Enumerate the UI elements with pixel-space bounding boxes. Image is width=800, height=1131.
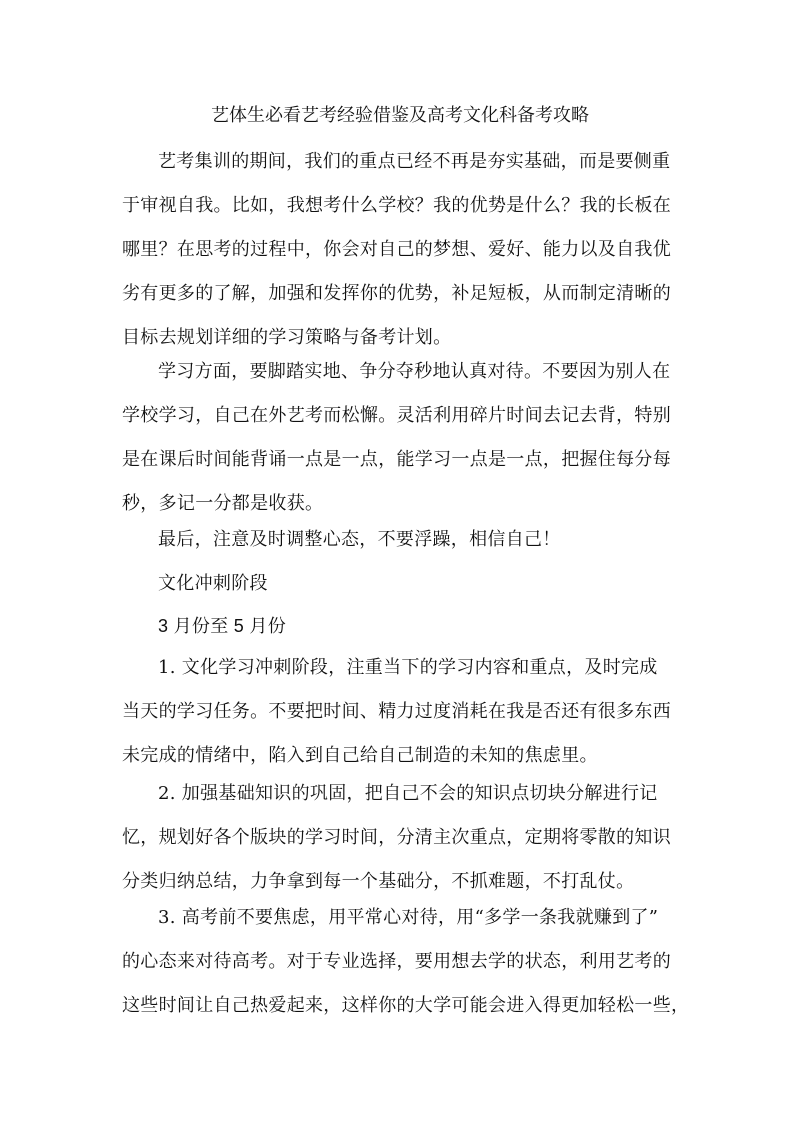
list-item [122, 772, 682, 904]
text-line: 最后，注意及时调整心态，不要浮躁，相信自己！ [158, 529, 561, 550]
text-line: 目标去规划详细的学习策略与备考计划。 [122, 327, 452, 348]
text-line: 2. 加强基础知识的巩固，把自己不会的知识点切块分解进行记 [158, 783, 658, 804]
text-line: 3 月份至 5 月份 [158, 616, 287, 636]
list-item [122, 646, 682, 778]
text-line: 3. 高考前不要焦虑，用平常心对待，用“多学一条我就赚到了” [158, 907, 659, 928]
text-line: 秒，多记一分都是收获。 [122, 493, 324, 514]
paragraph [122, 518, 682, 562]
date-range [122, 604, 682, 648]
text-line: 是在课后时间能背诵一点是一点，能学习一点是一点，把握住每分每 [122, 449, 671, 470]
paragraph [122, 140, 682, 360]
text-line: 的心态来对待高考。对于专业选择，要用想去学的状态，利用艺考的 [122, 951, 671, 972]
text-line: 哪里？在思考的过程中，你会对自己的梦想、爱好、能力以及自我优 [122, 239, 671, 260]
text-line: 艺考集训的期间，我们的重点已经不再是夯实基础，而是要侧重 [158, 151, 671, 172]
document-title: 艺体生必看艺考经验借鉴及高考文化科备考攻略 [211, 105, 589, 126]
list-item [122, 896, 690, 1028]
text-line: 劣有更多的了解，加强和发挥你的优势，补足短板，从而制定清晰的 [122, 283, 671, 304]
text-line: 忆，规划好各个版块的学习时间，分清主次重点，定期将零散的知识 [122, 827, 671, 848]
text-line: 文化冲刺阶段 [158, 573, 268, 594]
text-line: 当天的学习任务。不要把时间、精力过度消耗在我是否还有很多东西 [122, 701, 671, 722]
text-line: 学校学习，自己在外艺考而松懈。灵活利用碎片时间去记去背，特别 [122, 405, 671, 426]
text-line: 未完成的情绪中，陷入到自己给自己制造的未知的焦虑里。 [122, 745, 598, 766]
text-line: 分类归纳总结，力争拿到每一个基础分，不抓难题，不打乱仗。 [122, 871, 635, 892]
paragraph [122, 350, 682, 526]
text-line: 于审视自我。比如，我想考什么学校？我的优势是什么？我的长板在 [122, 195, 671, 216]
text-line: 学习方面，要脚踏实地、争分夺秒地认真对待。不要因为别人在 [158, 361, 671, 382]
text-line: 这些时间让自己热爱起来，这样你的大学可能会进入得更加轻松一些， [122, 995, 690, 1016]
section-heading [122, 562, 682, 606]
text-line: 1. 文化学习冲刺阶段，注重当下的学习内容和重点，及时完成 [158, 657, 658, 678]
